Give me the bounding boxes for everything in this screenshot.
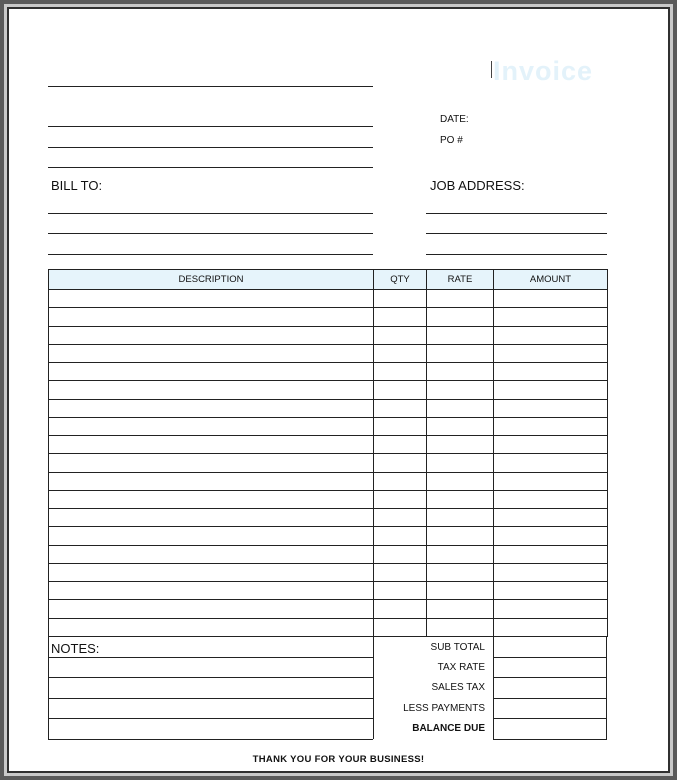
table-row xyxy=(49,490,608,508)
amount-cell[interactable] xyxy=(494,618,608,636)
rate-cell[interactable] xyxy=(427,527,494,545)
job-address-line-3[interactable] xyxy=(426,254,607,255)
amount-cell[interactable] xyxy=(494,381,608,399)
rate-cell[interactable] xyxy=(427,600,494,618)
table-row xyxy=(49,563,608,581)
job-address-line-2[interactable] xyxy=(426,233,607,234)
table-row xyxy=(49,454,608,472)
qty-cell[interactable] xyxy=(374,527,427,545)
amount-cell[interactable] xyxy=(494,454,608,472)
description-cell[interactable] xyxy=(49,582,374,600)
rate-cell[interactable] xyxy=(427,454,494,472)
rate-cell[interactable] xyxy=(427,582,494,600)
table-row xyxy=(49,545,608,563)
amount-cell[interactable] xyxy=(494,545,608,563)
qty-cell[interactable] xyxy=(374,381,427,399)
amount-cell[interactable] xyxy=(494,436,608,454)
description-cell[interactable] xyxy=(49,417,374,435)
description-cell[interactable] xyxy=(49,545,374,563)
rate-cell[interactable] xyxy=(427,618,494,636)
amount-cell[interactable] xyxy=(494,600,608,618)
thank-you-footer: THANK YOU FOR YOUR BUSINESS! xyxy=(252,754,425,765)
table-row xyxy=(49,326,608,344)
rate-cell[interactable] xyxy=(427,509,494,527)
amount-cell[interactable] xyxy=(494,344,608,362)
amount-cell[interactable] xyxy=(494,582,608,600)
notes-left-border xyxy=(48,637,49,739)
description-cell[interactable] xyxy=(49,344,374,362)
description-cell[interactable] xyxy=(49,600,374,618)
text-cursor xyxy=(491,61,492,78)
description-cell[interactable] xyxy=(49,381,374,399)
bill-to-line-3[interactable] xyxy=(48,254,373,255)
description-cell[interactable] xyxy=(49,490,374,508)
qty-cell[interactable] xyxy=(374,308,427,326)
table-row xyxy=(49,417,608,435)
description-cell[interactable] xyxy=(49,527,374,545)
rate-cell[interactable] xyxy=(427,563,494,581)
amount-cell[interactable] xyxy=(494,563,608,581)
table-header-row xyxy=(49,270,608,290)
bill-to-label: BILL TO: xyxy=(51,178,103,193)
qty-cell[interactable] xyxy=(374,509,427,527)
notes-bottom-line xyxy=(48,739,373,740)
notes-line-3[interactable] xyxy=(48,698,373,699)
from-line-3[interactable] xyxy=(48,147,373,148)
amount-cell[interactable] xyxy=(494,308,608,326)
table-row xyxy=(49,527,608,545)
rate-cell[interactable] xyxy=(427,326,494,344)
from-line-1[interactable] xyxy=(48,86,373,87)
description-cell[interactable] xyxy=(49,618,374,636)
line-items-table xyxy=(48,269,608,637)
balance-due-field[interactable] xyxy=(494,719,606,738)
qty-cell[interactable] xyxy=(374,563,427,581)
sales-tax-field[interactable] xyxy=(494,678,606,697)
qty-cell[interactable] xyxy=(374,436,427,454)
notes-label: NOTES: xyxy=(51,641,100,656)
table-row xyxy=(49,618,608,636)
rate-cell[interactable] xyxy=(427,472,494,490)
qty-cell[interactable] xyxy=(374,417,427,435)
bill-to-line-2[interactable] xyxy=(48,233,373,234)
sales-tax-label: SALES TAX xyxy=(431,682,485,693)
sub-total-label: SUB TOTAL xyxy=(430,642,485,653)
description-cell[interactable] xyxy=(49,363,374,381)
totals-line-5 xyxy=(493,739,607,740)
po-label: PO # xyxy=(440,135,463,146)
amount-cell[interactable] xyxy=(494,363,608,381)
qty-cell[interactable] xyxy=(374,454,427,472)
table-row xyxy=(49,290,608,308)
rate-cell[interactable] xyxy=(427,545,494,563)
job-address-line-1[interactable] xyxy=(426,213,607,214)
totals-value-right-border xyxy=(606,637,607,739)
tax-rate-field[interactable] xyxy=(494,658,606,677)
qty-cell[interactable] xyxy=(374,399,427,417)
qty-cell[interactable] xyxy=(374,600,427,618)
amount-cell[interactable] xyxy=(494,472,608,490)
rate-cell[interactable] xyxy=(427,436,494,454)
rate-cell[interactable] xyxy=(427,290,494,308)
column-header-qty: QTY xyxy=(374,270,427,290)
amount-cell[interactable] xyxy=(494,417,608,435)
description-cell[interactable] xyxy=(49,308,374,326)
rate-cell[interactable] xyxy=(427,363,494,381)
qty-cell[interactable] xyxy=(374,363,427,381)
amount-cell[interactable] xyxy=(494,527,608,545)
invoice-title: Invoice xyxy=(493,56,594,86)
table-row xyxy=(49,308,608,326)
rate-cell[interactable] xyxy=(427,399,494,417)
notes-line-4[interactable] xyxy=(48,718,373,719)
date-label: DATE: xyxy=(440,114,469,125)
description-cell[interactable] xyxy=(49,472,374,490)
table-row xyxy=(49,509,608,527)
qty-cell[interactable] xyxy=(374,582,427,600)
balance-due-label: BALANCE DUE xyxy=(412,723,485,734)
description-cell[interactable] xyxy=(49,563,374,581)
rate-cell[interactable] xyxy=(427,490,494,508)
description-cell[interactable] xyxy=(49,290,374,308)
column-header-description: DESCRIPTION xyxy=(49,270,374,290)
qty-cell[interactable] xyxy=(374,344,427,362)
rate-cell[interactable] xyxy=(427,417,494,435)
bill-to-line-1[interactable] xyxy=(48,213,373,214)
qty-cell[interactable] xyxy=(374,290,427,308)
description-cell[interactable] xyxy=(49,454,374,472)
sub-total-field[interactable] xyxy=(494,638,606,657)
amount-cell[interactable] xyxy=(494,326,608,344)
amount-cell[interactable] xyxy=(494,490,608,508)
tax-rate-label: TAX RATE xyxy=(437,662,485,673)
notes-right-border xyxy=(373,637,374,739)
description-cell[interactable] xyxy=(49,509,374,527)
qty-cell[interactable] xyxy=(374,472,427,490)
notes-line-2[interactable] xyxy=(48,677,373,678)
amount-cell[interactable] xyxy=(494,399,608,417)
table-row xyxy=(49,363,608,381)
rate-cell[interactable] xyxy=(427,308,494,326)
amount-cell[interactable] xyxy=(494,509,608,527)
table-row xyxy=(49,582,608,600)
less-payments-label: LESS PAYMENTS xyxy=(403,703,485,714)
amount-cell[interactable] xyxy=(494,290,608,308)
table-row xyxy=(49,472,608,490)
qty-cell[interactable] xyxy=(374,326,427,344)
column-header-rate: RATE xyxy=(427,270,494,290)
qty-cell[interactable] xyxy=(374,545,427,563)
job-address-label: JOB ADDRESS: xyxy=(430,178,525,193)
table-row xyxy=(49,600,608,618)
rate-cell[interactable] xyxy=(427,344,494,362)
notes-line-1[interactable] xyxy=(48,657,373,658)
description-cell[interactable] xyxy=(49,436,374,454)
from-line-4[interactable] xyxy=(48,167,373,168)
description-cell[interactable] xyxy=(49,399,374,417)
qty-cell[interactable] xyxy=(374,618,427,636)
description-cell[interactable] xyxy=(49,326,374,344)
table-row xyxy=(49,436,608,454)
column-header-amount: AMOUNT xyxy=(494,270,608,290)
less-payments-field[interactable] xyxy=(494,699,606,718)
qty-cell[interactable] xyxy=(374,490,427,508)
from-line-2[interactable] xyxy=(48,126,373,127)
table-row xyxy=(49,381,608,399)
rate-cell[interactable] xyxy=(427,381,494,399)
table-row xyxy=(49,344,608,362)
table-row xyxy=(49,399,608,417)
